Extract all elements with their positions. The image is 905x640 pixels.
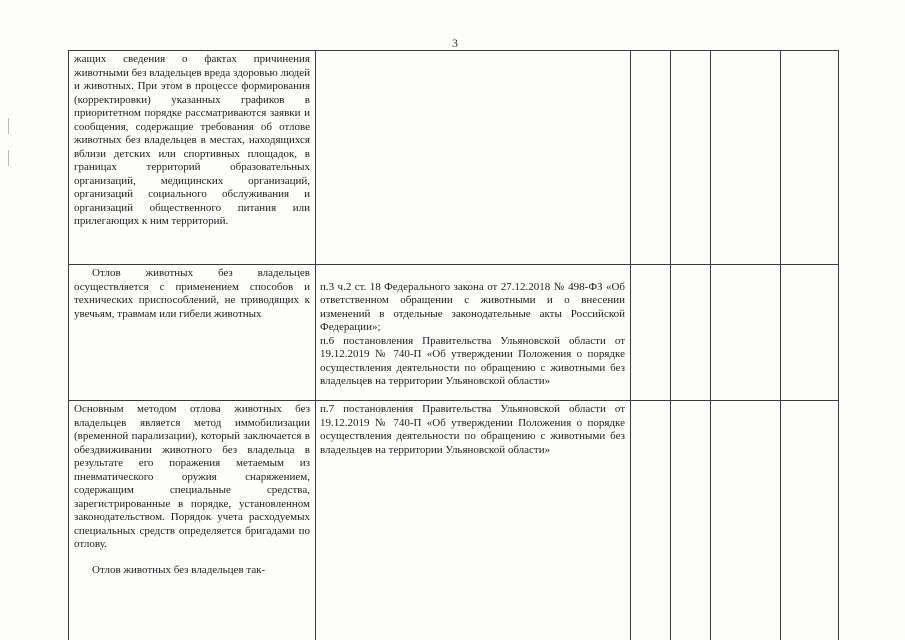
- row-3-legal-basis-cell: [320, 403, 625, 503]
- row-1-requirement-cell: [74, 53, 310, 263]
- column-divider: [315, 50, 316, 640]
- column-divider: [630, 50, 631, 640]
- row-3-requirement-cell: [74, 403, 310, 640]
- row-3-requirement-text: Основным методом отлова животных без владельцев является метод иммобилизации (временной парализации), который заключается в обездвиживании животного без владельца в результате его поражения метаемым из пневматического оружия снаряжением, содержащим специальные средства, зарегистрированные в порядке, установленном законодательством. Порядок учета расходуемых специальных средств определяется бригадами по отлову.: [74, 403, 310, 550]
- row-2-requirement-text: Отлов животных без владельцев осуществляется с применением способов и технических приспособлений, не приводящих к увечьям, травмам или гибели животных: [74, 267, 310, 320]
- scan-mark: [8, 150, 9, 166]
- row-divider: [68, 400, 839, 401]
- column-divider: [710, 50, 711, 640]
- row-1-requirement-text: жащих сведения о фактах причинения животными без владельцев вреда здоровью людей и животных. При этом в процессе формирования (корректировки) указанных графиков в приоритетном порядке рассматриваются заявки и сообщения, содержащие требования об отлове животных без владельцев в местах, находящихся вблизи детских или спортивных площадок, в границах территорий образовательных организаций, медицинских организаций, организаций социального обслуживания и организаций общественного питания или прилегающих к ним территорий.: [74, 53, 310, 227]
- page-number: 3: [452, 36, 458, 50]
- row-3-legal-basis-text: п.7 постановления Правительства Ульяновской области от 19.12.2019 № 740-П «Об утверждении Положения о порядке осуществления деятельности по обращению с животными без владельцев на территории Ульяновской области»: [320, 403, 625, 456]
- row-2-legal-basis-text: п.3 ч.2 ст. 18 Федерального закона от 27.12.2018 № 498-ФЗ «Об ответственном обращении с животными и о внесении изменений в отдельные законодательные акты Российской Федерации»; п.6 постановления Правительства Ульяновской области от 19.12.2019 № 740-П «Об утверждении Положения о порядке осуществления деятельности по обращению с животными без владельцев на территории Ульяновской области»: [320, 280, 625, 387]
- table-border-left: [68, 50, 69, 640]
- column-divider: [780, 50, 781, 640]
- row-3-requirement-continued: Отлов животных без владельцев так-: [92, 563, 266, 576]
- table-border-right: [838, 50, 839, 640]
- scan-mark: [8, 118, 9, 134]
- column-divider: [670, 50, 671, 640]
- table-border-top: [68, 50, 839, 51]
- row-2-requirement-cell: [74, 267, 310, 399]
- row-2-legal-basis-cell: [320, 267, 625, 399]
- row-divider: [68, 264, 839, 265]
